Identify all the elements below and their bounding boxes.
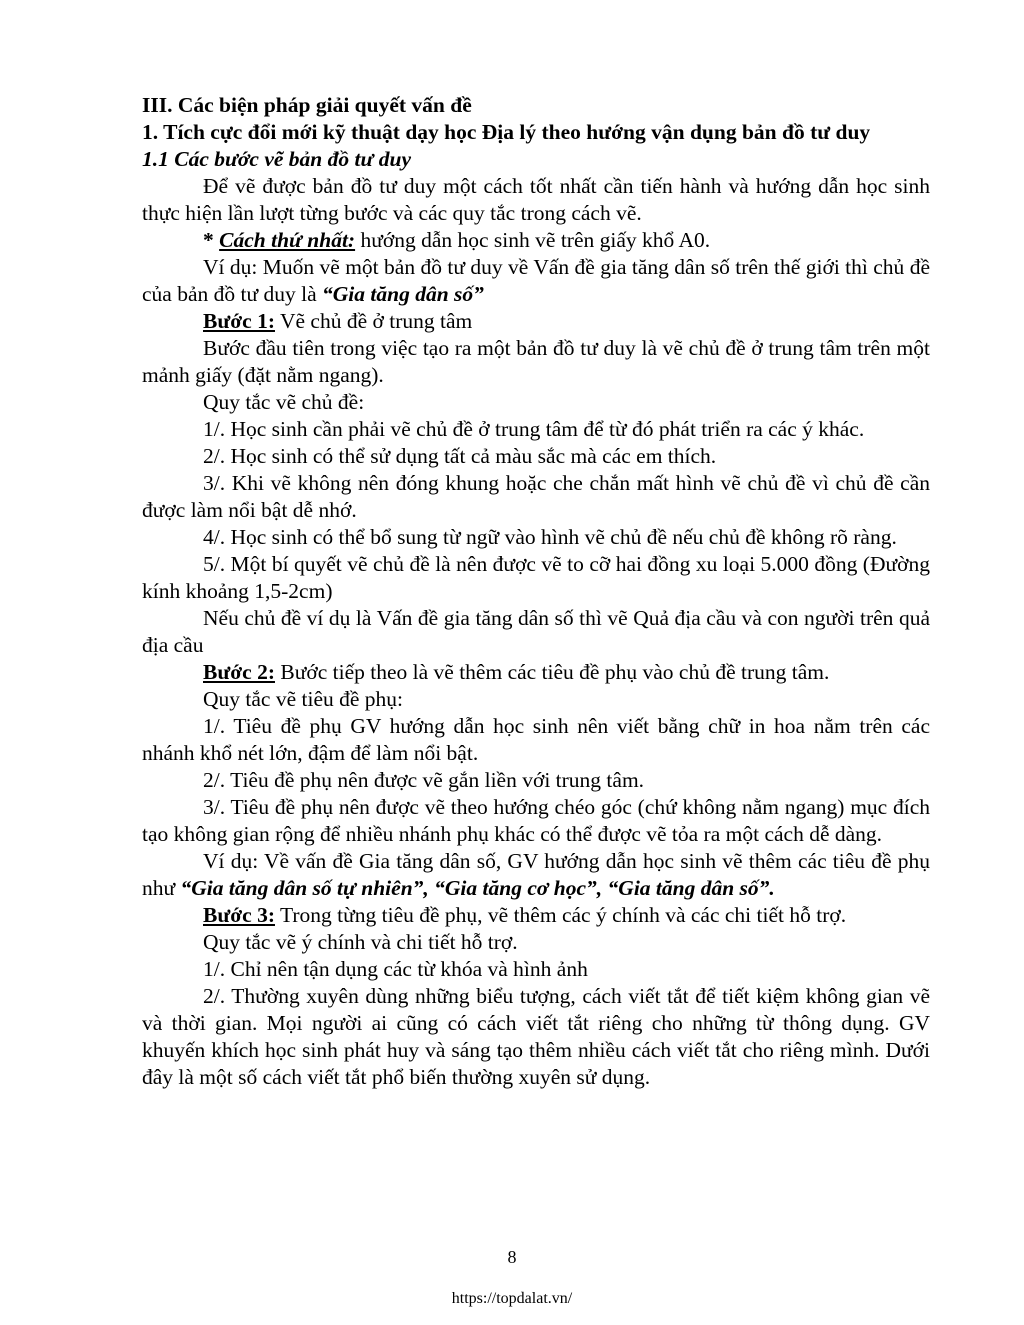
subtitle-rules-title: Quy tắc vẽ tiêu đề phụ: (203, 687, 404, 711)
footer-url: https://topdalat.vn/ (451, 1290, 573, 1307)
intro-paragraph: Để vẽ được bản đồ tư duy một cách tốt nhất cần tiến hành và hướng dẫn học sinh thực hiện lần lượt từng bước và các quy tắc trong cách vẽ. (142, 174, 930, 225)
step-2-text: Bước tiếp theo là vẽ thêm các tiêu đề phụ vào chủ đề trung tâm. (274, 660, 830, 684)
example-2-topics: “Gia tăng dân số tự nhiên”, “Gia tăng cơ học”, “Gia tăng dân số”. (180, 876, 775, 900)
topic-rule-2: 2/. Học sinh có thể sử dụng tất cả màu sắc mà các em thích. (203, 444, 717, 468)
step-1-text: Vẽ chủ đề ở trung tâm (274, 309, 473, 333)
example-2-paragraph (142, 848, 930, 902)
subtitle-rule-1: 1/. Tiêu đề phụ GV hướng dẫn học sinh nên viết bằng chữ in hoa nằm trên các nhánh khổ nét lớn, đậm để làm nổi bật. (142, 714, 930, 765)
step-1-label: Bước 1: (203, 309, 275, 333)
topic-example: Nếu chủ đề ví dụ là Vấn đề gia tăng dân số thì vẽ Quả địa cầu và con người trên quả địa cầu (142, 606, 930, 657)
heading-1-1: 1.1 Các bước vẽ bản đồ tư duy (142, 147, 411, 171)
topic-rule-5: 5/. Một bí quyết vẽ chủ đề là nên được vẽ to cỡ hai đồng xu loại 5.000 đồng (Đường kính khoảng 1,5-2cm) (142, 552, 930, 603)
example-1-paragraph (142, 254, 930, 308)
main-rules-title: Quy tắc vẽ ý chính và chi tiết hỗ trợ. (203, 930, 518, 954)
step-2-label: Bước 2: (203, 660, 275, 684)
way-1-prefix: * (203, 228, 220, 252)
topic-rules-title: Quy tắc vẽ chủ đề: (203, 390, 365, 414)
way-1-paragraph (142, 227, 930, 254)
subtitle-rule-3: 3/. Tiêu đề phụ nên được vẽ theo hướng chéo góc (chứ không nằm ngang) mục đích tạo không gian rộng để nhiều nhánh phụ khác có thể được vẽ tỏa ra một cách dễ dàng. (142, 795, 930, 846)
example-1-topic: “Gia tăng dân số” (322, 282, 484, 306)
page-number: 8 (507, 1247, 517, 1267)
topic-rule-3: 3/. Khi vẽ không nên đóng khung hoặc che chắn mất hình vẽ chủ đề vì chủ đề cần được làm nổi bật dễ nhớ. (142, 471, 930, 522)
document-body (142, 92, 930, 1091)
heading-1: 1. Tích cực đổi mới kỹ thuật dạy học Địa lý theo hướng vận dụng bản đồ tư duy (142, 120, 871, 144)
topic-rule-4: 4/. Học sinh có thể bổ sung từ ngữ vào hình vẽ chủ đề nếu chủ đề không rõ ràng. (203, 525, 897, 549)
section-heading: III. Các biện pháp giải quyết vấn đề (142, 93, 472, 117)
example-2-text: Ví dụ: Về vấn đề Gia tăng dân số, GV hướng dẫn học sinh vẽ thêm các tiêu đề phụ như (142, 849, 930, 900)
way-1-label: Cách thứ nhất: (219, 228, 356, 252)
topic-rule-1: 1/. Học sinh cần phải vẽ chủ đề ở trung tâm để từ đó phát triển ra các ý khác. (203, 417, 865, 441)
step-1-description: Bước đầu tiên trong việc tạo ra một bản đồ tư duy là vẽ chủ đề ở trung tâm trên một mảnh giấy (đặt nằm ngang). (142, 336, 930, 387)
main-rule-2: 2/. Thường xuyên dùng những biểu tượng, cách viết tắt để tiết kiệm không gian vẽ và thời gian. Mọi người ai cũng có cách viết tắt riêng cho những từ thông dụng. GV khuyến khích học sinh phát huy và sáng tạo thêm nhiều cách viết tắt cho riêng mình. Dưới đây là một số cách viết tắt phổ biến thường xuyên sử dụng. (142, 984, 930, 1089)
way-1-text: hướng dẫn học sinh vẽ trên giấy khổ A0. (355, 228, 711, 252)
step-3-paragraph (142, 902, 930, 929)
main-rule-1: 1/. Chỉ nên tận dụng các từ khóa và hình ảnh (203, 957, 588, 981)
step-2-paragraph (142, 659, 930, 686)
subtitle-rule-2: 2/. Tiêu đề phụ nên được vẽ gắn liền với trung tâm. (203, 768, 645, 792)
step-3-label: Bước 3: (203, 903, 275, 927)
step-3-text: Trong từng tiêu đề phụ, vẽ thêm các ý chính và các chi tiết hỗ trợ. (274, 903, 847, 927)
step-1-paragraph (142, 308, 930, 335)
example-1-text: Ví dụ: Muốn vẽ một bản đồ tư duy về Vấn đề gia tăng dân số trên thế giới thì chủ đề của bản đồ tư duy là (142, 255, 930, 306)
